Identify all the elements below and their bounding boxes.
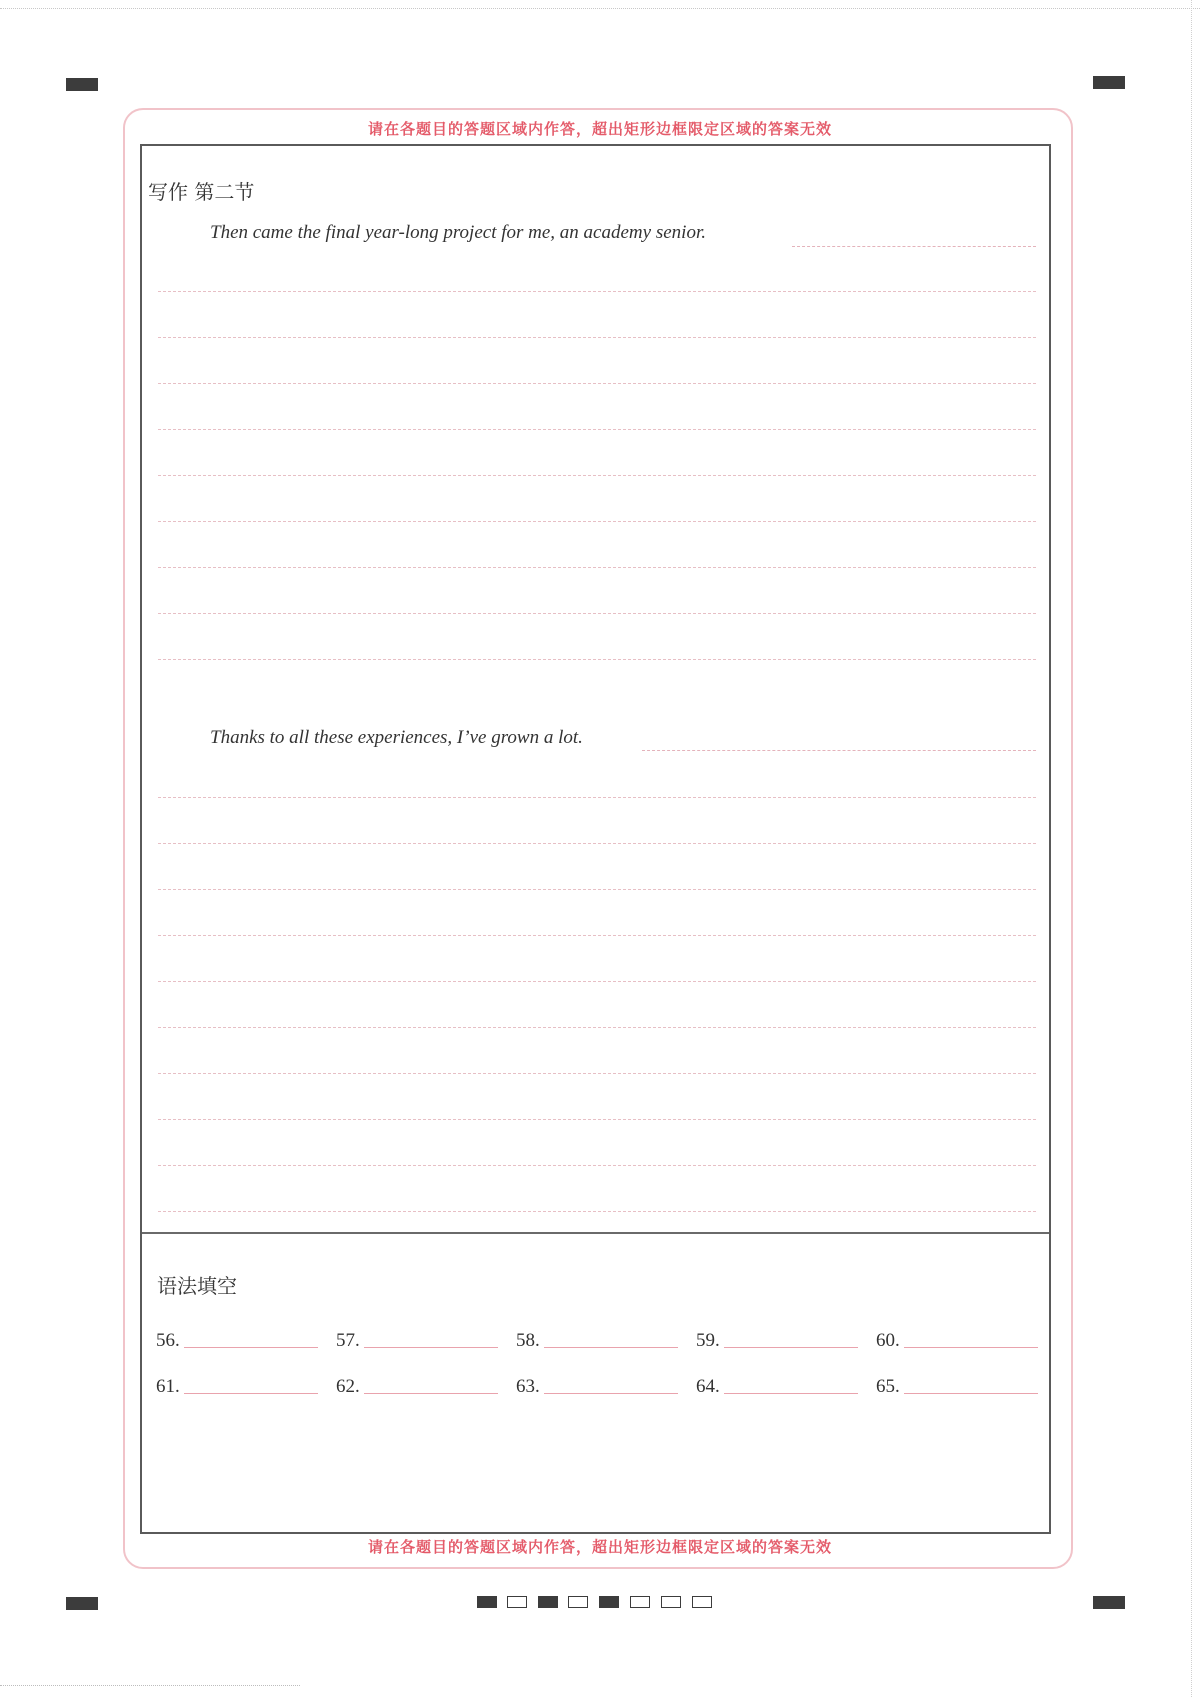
alignment-marker-bottom-right (1093, 1596, 1125, 1609)
writing-line[interactable] (158, 889, 1036, 890)
alignment-marker-top-left (66, 78, 98, 91)
writing-line[interactable] (158, 291, 1036, 292)
scan-edge-bottom (0, 1685, 300, 1686)
grammar-blank[interactable] (696, 1370, 858, 1398)
page-mark-filled (538, 1596, 558, 1608)
grammar-blank-number: 56. (156, 1330, 180, 1351)
writing-prompt-2: Thanks to all these experiences, I’ve grown a lot. (210, 727, 589, 749)
grammar-blank-line[interactable] (544, 1393, 678, 1394)
prompt-2-continuation-line[interactable] (642, 750, 1036, 751)
grammar-section-title: 语法填空 (157, 1274, 237, 1298)
grammar-blank[interactable] (516, 1324, 678, 1352)
prompt-1-continuation-line[interactable] (792, 246, 1036, 247)
scan-edge-right (1191, 0, 1192, 1697)
writing-line[interactable] (158, 1027, 1036, 1028)
grammar-blank[interactable] (696, 1324, 858, 1352)
grammar-blank-line[interactable] (544, 1347, 678, 1348)
notice-bottom: 请在各题目的答题区域内作答，超出矩形边框限定区域的答案无效 (367, 1538, 832, 1556)
grammar-blank-number: 62. (336, 1376, 360, 1397)
answer-box (140, 144, 1051, 1534)
writing-line[interactable] (158, 337, 1036, 338)
writing-line[interactable] (158, 383, 1036, 384)
page-mark-filled (477, 1596, 497, 1608)
writing-line[interactable] (158, 521, 1036, 522)
page-mark-empty (507, 1596, 527, 1608)
notice-top: 请在各题目的答题区域内作答，超出矩形边框限定区域的答案无效 (367, 120, 832, 138)
page-mark-empty (568, 1596, 588, 1608)
writing-prompt-1: Then came the final year-long project for me, an academy senior. (210, 222, 712, 244)
grammar-blank[interactable] (156, 1324, 318, 1352)
grammar-blank-number: 60. (876, 1330, 900, 1351)
grammar-blank[interactable] (876, 1324, 1038, 1352)
writing-line[interactable] (158, 843, 1036, 844)
writing-line[interactable] (158, 797, 1036, 798)
writing-line[interactable] (158, 613, 1036, 614)
grammar-blank-line[interactable] (364, 1347, 498, 1348)
grammar-blank-number: 61. (156, 1376, 180, 1397)
grammar-blank[interactable] (336, 1324, 498, 1352)
page-mark-filled (599, 1596, 619, 1608)
grammar-blank-line[interactable] (904, 1347, 1038, 1348)
grammar-blank[interactable] (336, 1370, 498, 1398)
grammar-blank-number: 64. (696, 1376, 720, 1397)
grammar-blank-number: 63. (516, 1376, 540, 1397)
writing-line[interactable] (158, 567, 1036, 568)
writing-line[interactable] (158, 475, 1036, 476)
grammar-blank-line[interactable] (904, 1393, 1038, 1394)
grammar-blank-line[interactable] (724, 1393, 858, 1394)
writing-line[interactable] (158, 935, 1036, 936)
grammar-blank-number: 57. (336, 1330, 360, 1351)
writing-line[interactable] (158, 1165, 1036, 1166)
writing-line[interactable] (158, 1211, 1036, 1212)
writing-line[interactable] (158, 1119, 1036, 1120)
grammar-blank-line[interactable] (364, 1393, 498, 1394)
writing-line[interactable] (158, 429, 1036, 430)
grammar-blank[interactable] (876, 1370, 1038, 1398)
grammar-blank-number: 65. (876, 1376, 900, 1397)
grammar-blank[interactable] (156, 1370, 318, 1398)
writing-line[interactable] (158, 1073, 1036, 1074)
grammar-blank-number: 59. (696, 1330, 720, 1351)
writing-section-title: 写作 第二节 (148, 180, 255, 204)
section-divider (142, 1232, 1049, 1234)
grammar-blank-line[interactable] (184, 1393, 318, 1394)
writing-line[interactable] (158, 659, 1036, 660)
writing-line[interactable] (158, 981, 1036, 982)
alignment-marker-bottom-left (66, 1597, 98, 1610)
page-mark-empty (630, 1596, 650, 1608)
scan-edge-top (0, 8, 1200, 9)
grammar-blank-number: 58. (516, 1330, 540, 1351)
grammar-blank-line[interactable] (184, 1347, 318, 1348)
page-mark-empty (661, 1596, 681, 1608)
page-mark-empty (692, 1596, 712, 1608)
grammar-blank[interactable] (516, 1370, 678, 1398)
alignment-marker-top-right (1093, 76, 1125, 89)
grammar-blank-line[interactable] (724, 1347, 858, 1348)
